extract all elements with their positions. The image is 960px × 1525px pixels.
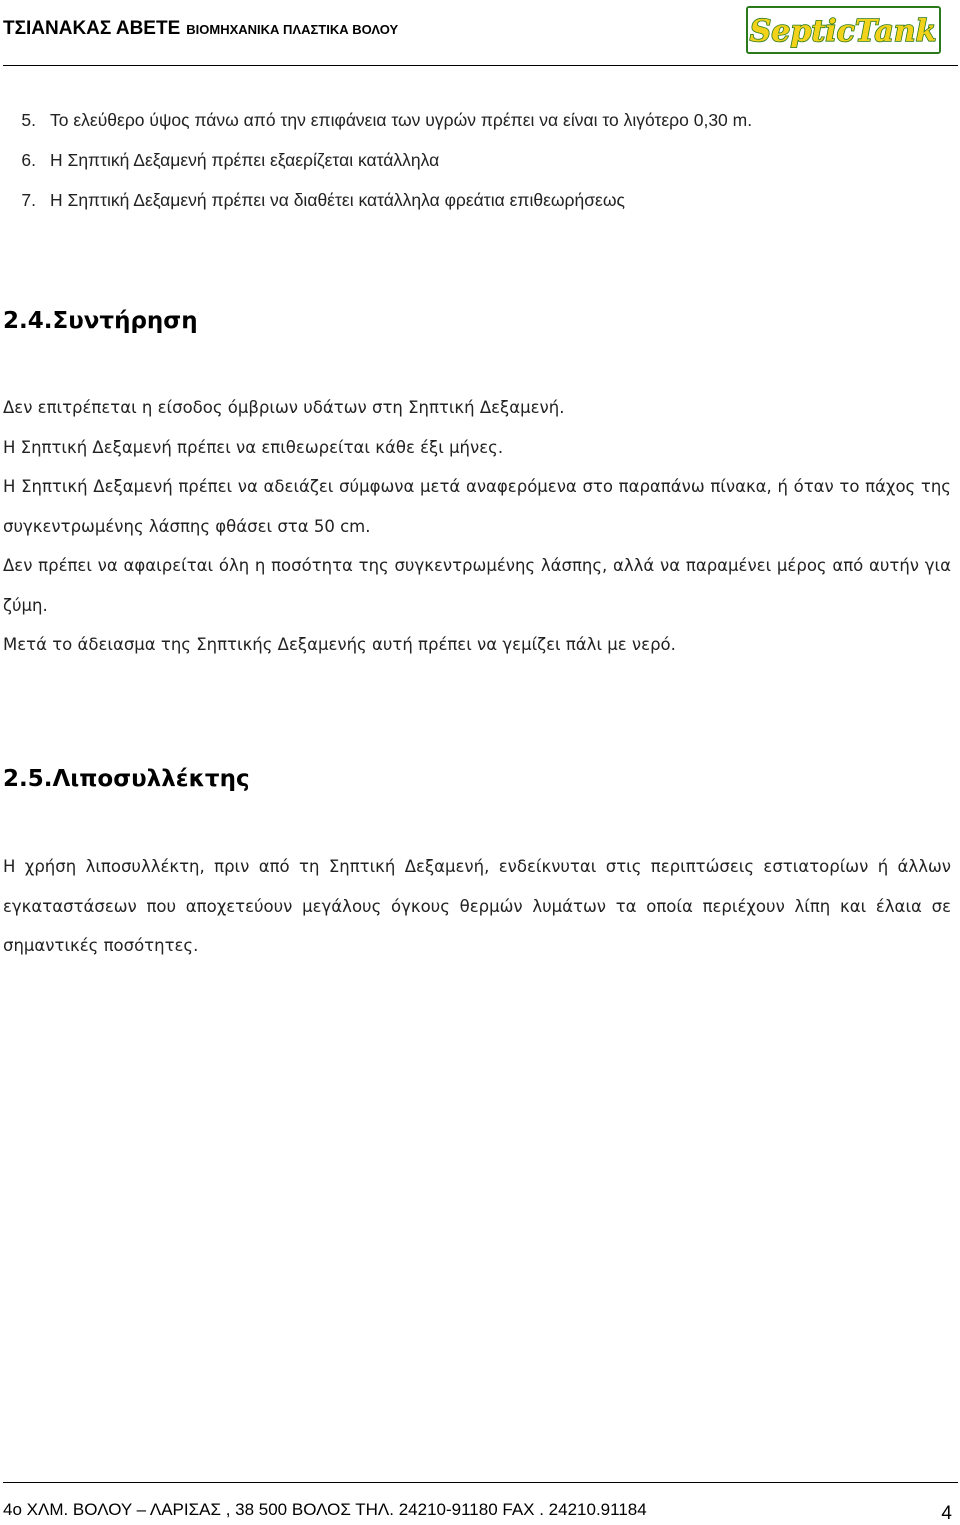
paragraph: Η Σηπτική Δεξαμενή πρέπει να αδειάζει σύμφωνα μετά αναφερόμενα στο παραπάνω πίνακα, ή όταν το πάχος της συγκεντρωμένης λάσπης φθάσει στα 50 cm. (3, 477, 951, 536)
list-number: 5. (21, 110, 36, 130)
section-heading-grease-trap: 2.5.Λιποσυλλέκτης (3, 766, 250, 792)
list-number: 6. (21, 150, 36, 170)
page-header (0, 0, 960, 70)
list-text: Η Σηπτική Δεξαμενή πρέπει να διαθέτει κατάλληλα φρεάτια επιθεωρήσεως (50, 190, 625, 210)
logo-wordmark: SepticTank (749, 14, 937, 49)
grease-trap-body (3, 847, 951, 966)
company-title (3, 18, 398, 40)
paragraph: Η Σηπτική Δεξαμενή πρέπει να επιθεωρείται κάθε έξι μήνες. (3, 437, 504, 457)
septic-tank-logo (746, 6, 941, 54)
list-item (0, 186, 752, 226)
list-number: 7. (21, 190, 36, 210)
list-item (0, 106, 752, 146)
paragraph: Η χρήση λιποσυλλέκτη, πριν από τη Σηπτική Δεξαμενή, ενδείκνυται στις περιπτώσεις εστιατορίων ή άλλων εγκαταστάσεων που αποχετεύουν μεγάλους όγκους θερμών λυμάτων τα οποία περιέχουν λίπη και έλαια σε σημαντικές ποσότητες. (3, 857, 951, 955)
header-divider (3, 65, 958, 66)
list-text: Το ελεύθερο ύψος πάνω από την επιφάνεια των υγρών πρέπει να είναι το λιγότερο 0,30 m. (50, 110, 753, 130)
requirements-list (0, 106, 752, 226)
maintenance-body (3, 388, 951, 665)
paragraph: Μετά το άδειασμα της Σηπτικής Δεξαμενής αυτή πρέπει να γεμίζει πάλι με νερό. (3, 635, 676, 654)
company-subtitle: ΒΙΟΜΗΧΑΝΙΚΑ ΠΛΑΣΤΙΚΑ ΒΟΛΟΥ (186, 22, 399, 37)
list-text: Η Σηπτική Δεξαμενή πρέπει εξαερίζεται κατάλληλα (50, 150, 440, 170)
company-name: ΤΣΙΑΝΑΚΑΣ ΑΒΕΤΕ (3, 18, 181, 39)
list-item (0, 146, 752, 186)
footer-divider (3, 1482, 958, 1483)
paragraph: Δεν πρέπει να αφαιρείται όλη η ποσότητα της συγκεντρωμένης λάσπης, αλλά να παραμένει μέρος από αυτήν για ζύμη. (3, 556, 951, 615)
page-number: 4 (941, 1503, 952, 1524)
section-heading-maintenance: 2.4.Συντήρηση (3, 308, 198, 334)
paragraph: Δεν επιτρέπεται η είσοδος όμβριων υδάτων στη Σηπτική Δεξαμενή. (3, 398, 565, 417)
footer-address: 4ο ΧΛΜ. ΒΟΛΟΥ – ΛΑΡΙΣΑΣ , 38 500 ΒΟΛΟΣ ΤΗΛ. 24210-91180 FAX . 24210.91184 (3, 1500, 647, 1519)
